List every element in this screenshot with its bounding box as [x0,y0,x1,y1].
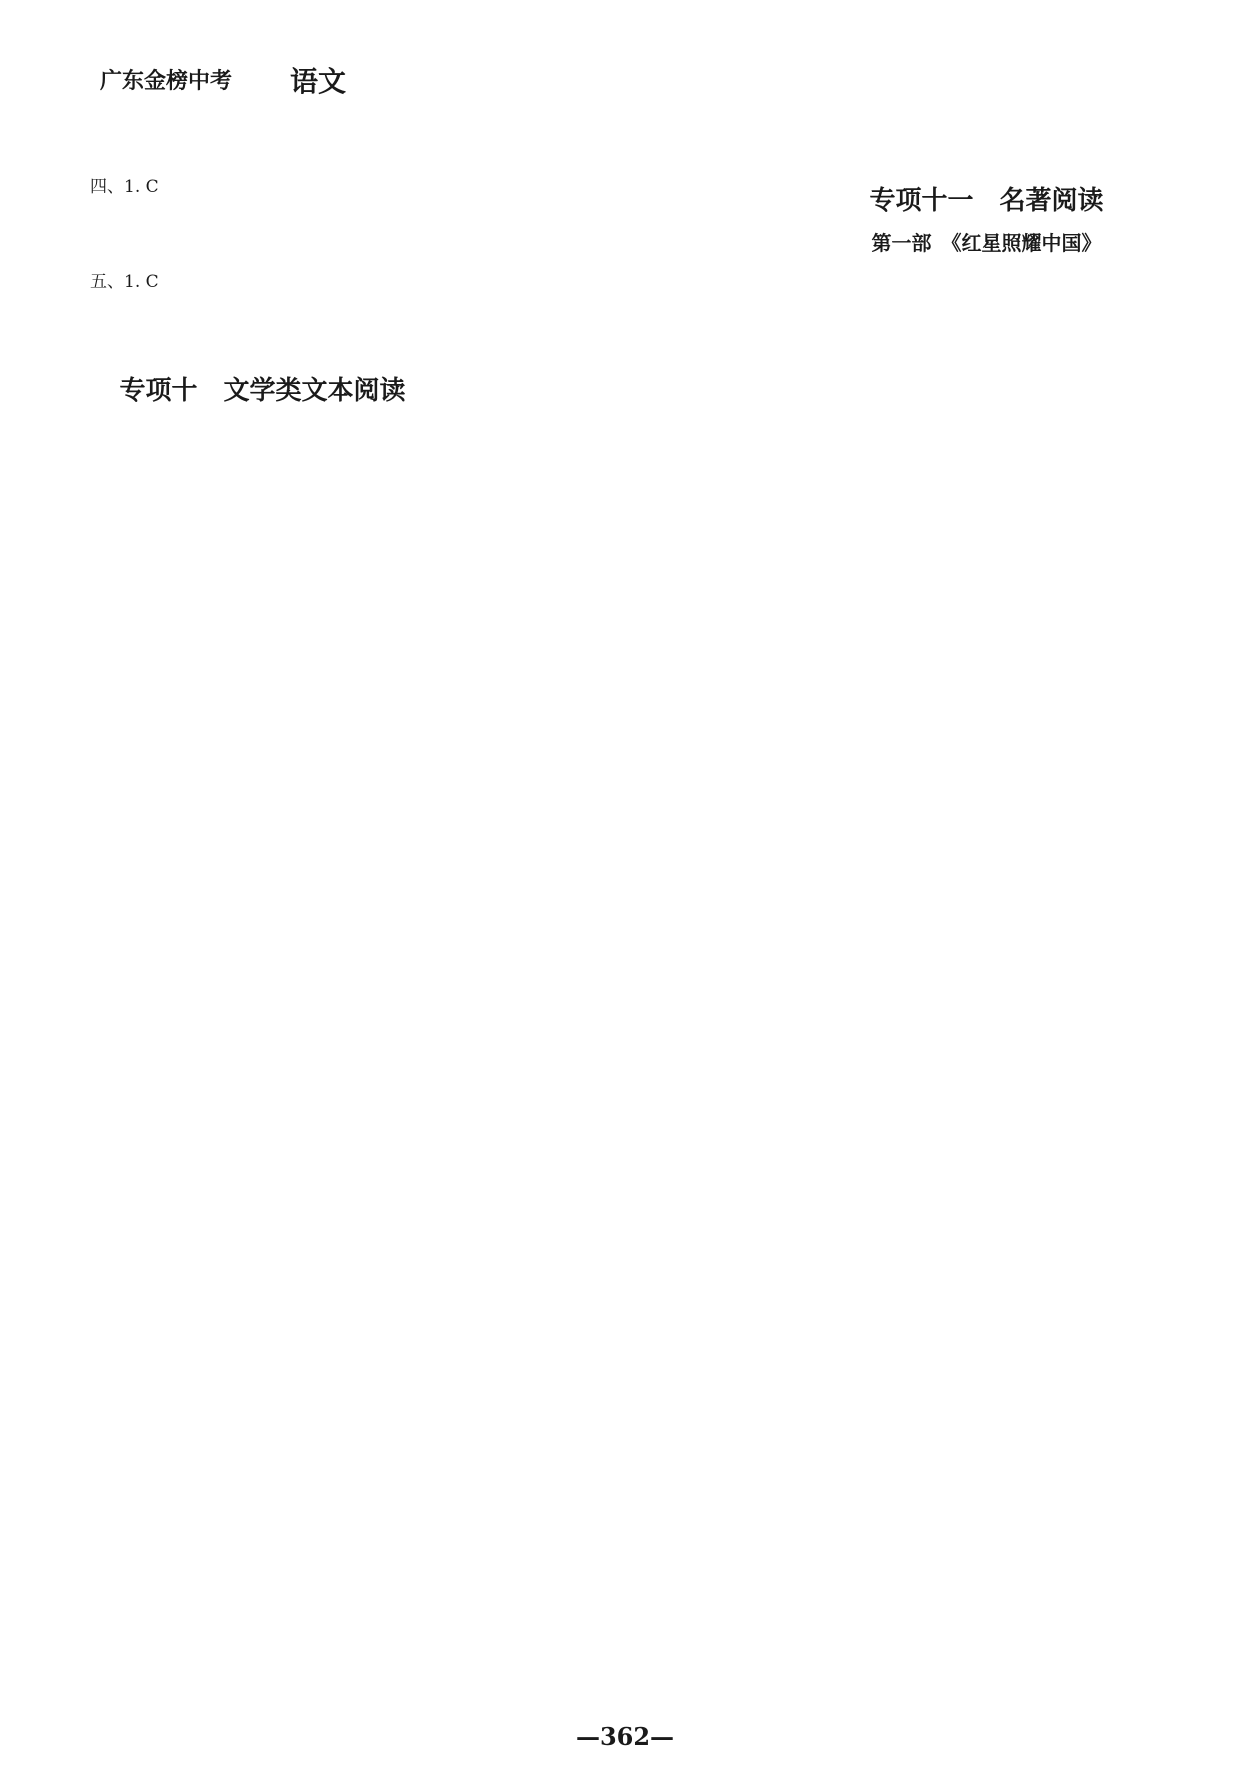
answer-text [90,110,435,170]
answer-text [90,300,435,360]
subsection-title: 第一部 《红星照耀中国》 [871,231,1102,255]
section-title: 专项十 文学类文本阅读 [119,376,406,406]
subject-label: 语文 [290,65,347,98]
column-2 [452,110,797,1700]
page-header [40,56,1210,102]
answer-marker: 五、1. C [90,272,159,292]
answer-text [90,417,435,477]
column-3 [814,110,1159,1700]
page-number: —362— [575,1722,675,1751]
answer-text [814,110,1159,170]
answer-text [814,262,1159,322]
brand-label: 广东金榜中考 [100,69,233,94]
answer-marker: 四、1. C [90,177,159,197]
answer-text [452,110,797,170]
section-title: 专项十一 名著阅读 [869,186,1104,216]
answer-text [90,205,435,265]
column-1 [90,110,435,1700]
